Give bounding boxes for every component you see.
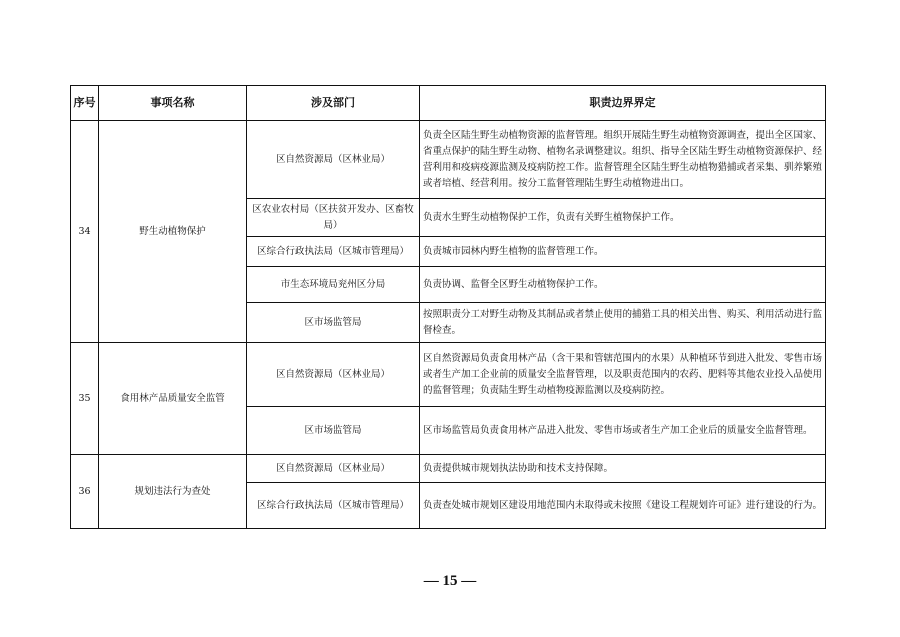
duty-cell: 负责协调、监督全区野生动植物保护工作。 <box>420 267 826 303</box>
department-cell: 市生态环境局兖州区分局 <box>247 267 420 303</box>
row-number: 35 <box>71 343 99 455</box>
duty-cell: 区自然资源局负责食用林产品（含干果和管辖范围内的水果）从种植环节到进入批发、零售市场或者生产加工企业前的质量安全监督管理，以及职责范围内的农药、肥料等其他农业投入品使用的监督管理；负责陆生野生动植物疫源监测以及疫病防控。 <box>420 343 826 407</box>
item-name: 野生动植物保护 <box>99 121 247 343</box>
column-header-no: 序号 <box>71 86 99 121</box>
duty-cell: 按照职责分工对野生动物及其制品或者禁止使用的捕猎工具的相关出售、购买、利用活动进行监督检查。 <box>420 303 826 343</box>
row-number: 36 <box>71 455 99 529</box>
item-name: 规划违法行为查处 <box>99 455 247 529</box>
department-cell: 区自然资源局（区林业局） <box>247 455 420 483</box>
column-header-item: 事项名称 <box>99 86 247 121</box>
table-row <box>71 343 826 407</box>
item-name: 食用林产品质量安全监管 <box>99 343 247 455</box>
duty-cell: 区市场监管局负责食用林产品进入批发、零售市场或者生产加工企业后的质量安全监督管理。 <box>420 407 826 455</box>
column-header-duty: 职责边界界定 <box>420 86 826 121</box>
department-cell: 区农业农村局（区扶贫开发办、区畜牧局） <box>247 199 420 237</box>
department-cell: 区综合行政执法局（区城市管理局） <box>247 237 420 267</box>
page-number: — 15 — <box>423 573 477 589</box>
department-cell: 区市场监管局 <box>247 303 420 343</box>
responsibility-table <box>70 85 826 529</box>
department-cell: 区自然资源局（区林业局） <box>247 343 420 407</box>
duty-cell: 负责提供城市规划执法协助和技术支持保障。 <box>420 455 826 483</box>
row-number: 34 <box>71 121 99 343</box>
duty-cell: 负责城市园林内野生植物的监督管理工作。 <box>420 237 826 267</box>
table-row <box>71 455 826 483</box>
table-header-row <box>71 86 826 121</box>
column-header-dept: 涉及部门 <box>247 86 420 121</box>
department-cell: 区市场监管局 <box>247 407 420 455</box>
department-cell: 区综合行政执法局（区城市管理局） <box>247 483 420 529</box>
duty-cell: 负责全区陆生野生动植物资源的监督管理。组织开展陆生野生动植物资源调查，提出全区国家、省重点保护的陆生野生动物、植物名录调整建议。组织、指导全区陆生野生动植物资源保护、经营利用和疫病疫源监测及疫病防控工作。监督管理全区陆生野生动植物猎捕或者采集、驯养繁殖或者培植、经营利用。按分工监督管理陆生野生动植物进出口。 <box>420 121 826 199</box>
duty-cell: 负责查处城市规划区建设用地范围内未取得或未按照《建设工程规划许可证》进行建设的行为。 <box>420 483 826 529</box>
duty-cell: 负责水生野生动植物保护工作，负责有关野生植物保护工作。 <box>420 199 826 237</box>
table-row <box>71 121 826 199</box>
department-cell: 区自然资源局（区林业局） <box>247 121 420 199</box>
